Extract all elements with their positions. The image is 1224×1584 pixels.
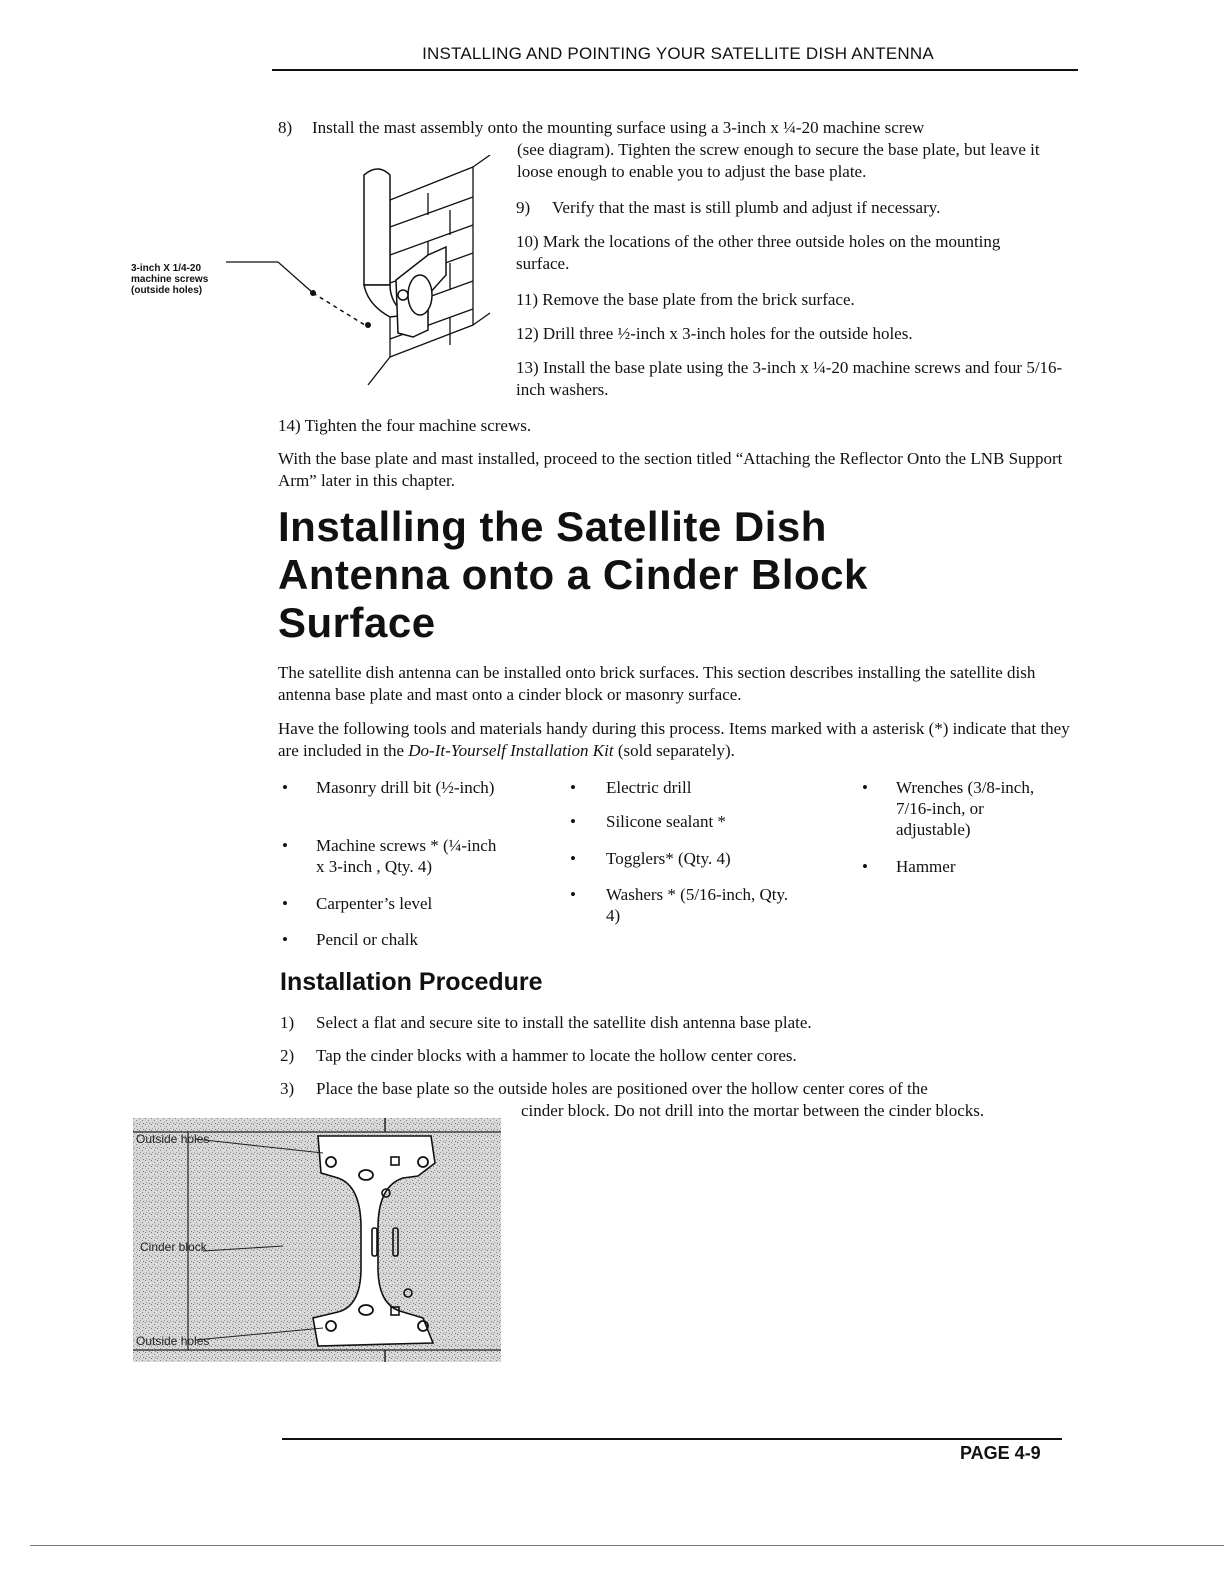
procedure-heading: Installation Procedure <box>280 968 543 996</box>
step-9 <box>516 197 1076 219</box>
footer-rule <box>282 1438 1062 1440</box>
tool-text: Togglers* (Qty. 4) <box>606 849 731 868</box>
scan-edge-line <box>30 1545 1224 1546</box>
tool-item <box>570 884 820 925</box>
bullet-dot: • <box>570 812 576 831</box>
procedure-step-1 <box>280 1012 1070 1034</box>
screws-callout-label <box>131 263 208 296</box>
step-12 <box>516 323 1076 345</box>
tool-text: Washers * (5/16-inch, Qty. 4) <box>606 885 789 925</box>
tool-text: Machine screws * (¼-inch x 3-inch , Qty. 4) <box>316 836 497 876</box>
step-14 <box>278 415 878 437</box>
kit-name: Do-It-Yourself Installation Kit <box>408 741 614 760</box>
tool-item <box>282 893 522 915</box>
tool-text: Silicone sealant * <box>606 812 726 831</box>
tool-item <box>570 777 820 799</box>
tool-item <box>570 848 820 870</box>
step-number: 8) <box>278 118 293 137</box>
callout-line-3: (outside holes) <box>131 285 203 296</box>
tool-item <box>282 777 522 799</box>
heading-line-3: Surface <box>278 599 436 646</box>
header-rule <box>272 69 1078 71</box>
step-number: 11) <box>516 290 539 309</box>
step-13 <box>516 357 1076 401</box>
section-heading <box>278 503 1098 647</box>
callout-line-2: machine screws <box>131 274 209 285</box>
step-number: 10) <box>516 232 539 251</box>
tool-item <box>862 856 1082 878</box>
step-number: 2) <box>280 1046 295 1065</box>
procedure-step-3-continued: cinder block. Do not drill into the mortar between the cinder blocks. <box>521 1101 985 1120</box>
procedure-step-3 <box>280 1078 1080 1100</box>
step-text: Place the base plate so the outside holes are positioned over the hollow center cores of the <box>316 1079 928 1098</box>
step-number: 3) <box>280 1079 295 1098</box>
tool-item <box>570 811 820 833</box>
bullet-dot: • <box>282 778 288 797</box>
tool-text: Carpenter’s level <box>316 894 433 913</box>
step-number: 9) <box>516 198 531 217</box>
step-text: Tighten the four machine screws. <box>304 416 532 435</box>
step-text: Remove the base plate from the brick surface. <box>542 290 855 309</box>
outside-holes-label-top: Outside holes <box>136 1132 210 1146</box>
step-text: Mark the locations of the other three outside holes on the mounting surface. <box>516 232 1001 273</box>
step-10 <box>516 231 1056 275</box>
step-number: 13) <box>516 358 539 377</box>
after-steps-paragraph: With the base plate and mast installed, proceed to the section titled “Attaching the Reflector Onto the LNB Support Arm” later in this chapter. <box>278 449 1063 490</box>
section-intro: The satellite dish antenna can be installed onto brick surfaces. This section describes installing the satellite dish antenna base plate and mast onto a cinder block or masonry surface. <box>278 663 1036 704</box>
step-text: Install the base plate using the 3-inch x ¼-20 machine screws and four 5/16-inch washers. <box>516 358 1063 399</box>
step-number: 1) <box>280 1013 295 1032</box>
bullet-dot: • <box>570 778 576 797</box>
step-text: Tap the cinder blocks with a hammer to locate the hollow center cores. <box>316 1046 797 1065</box>
tools-intro-tail: (sold separately). <box>613 741 735 760</box>
tools-intro <box>278 718 1078 762</box>
step-text: Drill three ½-inch x 3-inch holes for the outside holes. <box>542 324 913 343</box>
step-8 <box>278 117 1078 139</box>
bullet-dot: • <box>862 857 868 876</box>
step-8-continued: (see diagram). Tighten the screw enough to secure the base plate, but leave it loose enough to enable you to adjust the base plate. <box>517 140 1040 181</box>
bullet-dot: • <box>570 849 576 868</box>
tool-item <box>282 835 522 876</box>
callout-line-1: 3-inch X 1/4-20 <box>131 263 202 274</box>
step-11 <box>516 289 1076 311</box>
tool-text: Pencil or chalk <box>316 930 418 949</box>
heading-line-2: Antenna onto a Cinder Block <box>278 551 868 598</box>
tool-item <box>282 929 522 951</box>
tools-intro-text: Have the following tools and materials handy during this process. Items marked with a asterisk (*) indicate that they are included in the <box>278 719 1070 760</box>
step-number: 12) <box>516 324 539 343</box>
tool-item <box>862 777 1082 839</box>
running-header: INSTALLING AND POINTING YOUR SATELLITE DISH ANTENNA <box>422 44 934 63</box>
bullet-dot: • <box>282 836 288 855</box>
tool-text: Wrenches (3/8-inch, 7/16-inch, or adjustable) <box>896 778 1035 839</box>
procedure-step-2 <box>280 1045 1070 1067</box>
tool-text: Masonry drill bit (½-inch) <box>316 778 495 797</box>
tool-text: Electric drill <box>606 778 692 797</box>
page-number: PAGE 4-9 <box>960 1443 1041 1463</box>
step-text: Verify that the mast is still plumb and adjust if necessary. <box>552 198 941 217</box>
step-text: Install the mast assembly onto the mounting surface using a 3-inch x ¼-20 machine screw <box>312 118 925 137</box>
bullet-dot: • <box>282 930 288 949</box>
bullet-dot: • <box>282 894 288 913</box>
step-text: Select a flat and secure site to install the satellite dish antenna base plate. <box>316 1013 812 1032</box>
tool-text: Hammer <box>896 857 956 876</box>
step-number: 14) <box>278 416 301 435</box>
outside-holes-label-bottom: Outside holes <box>136 1334 210 1348</box>
bullet-dot: • <box>570 885 576 904</box>
cinder-block-label: Cinder block <box>140 1240 207 1254</box>
bullet-dot: • <box>862 778 868 797</box>
heading-line-1: Installing the Satellite Dish <box>278 503 827 550</box>
